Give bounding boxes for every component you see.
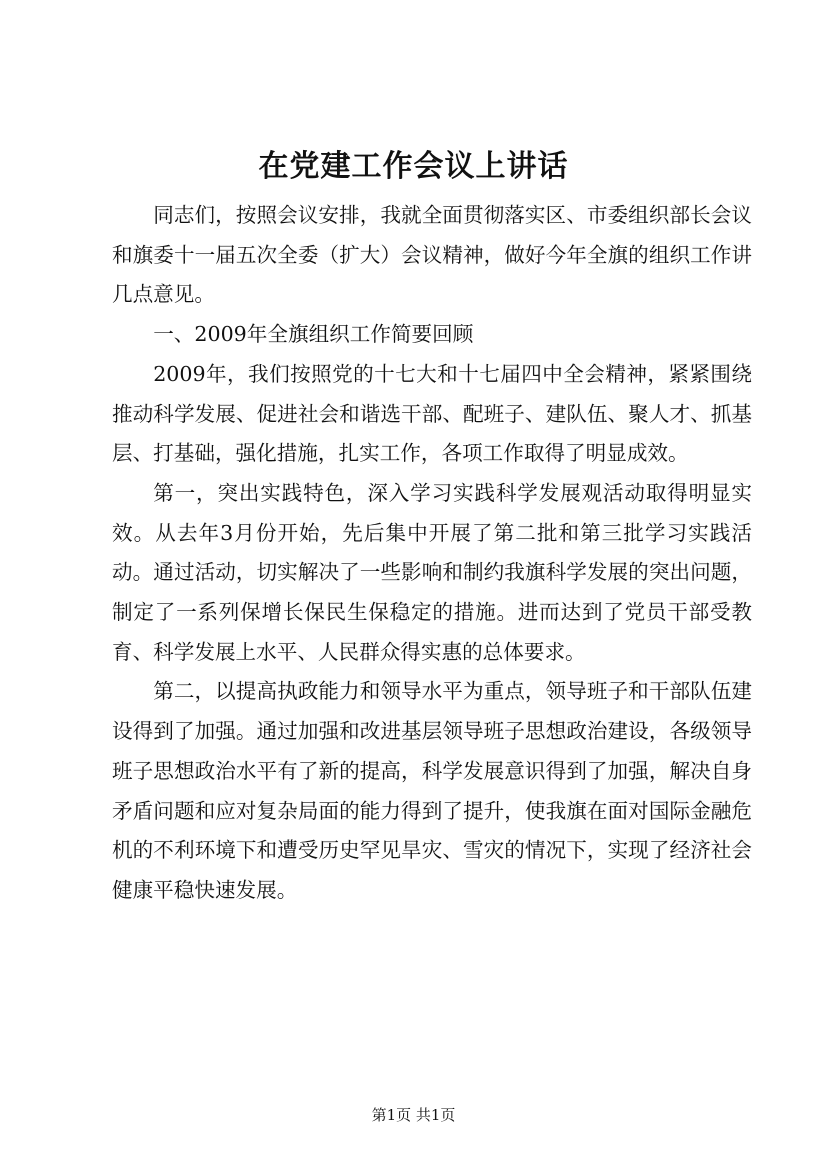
paragraph-review: 2009年，我们按照党的十七大和十七届四中全会精神，紧紧围绕推动科学发展、促进社会和谐选干部、配班子、建队伍、聚人才、抓基层、打基础，强化措施，扎实工作，各项工作取得了明显成效。 xyxy=(112,361,752,466)
document-title: 在党建工作会议上讲话 xyxy=(258,149,569,184)
section-heading: 一、2009年全旗组织工作简要回顾 xyxy=(153,322,474,347)
paragraph-first: 第一，突出实践特色，深入学习实践科学发展观活动取得明显实效。从去年3月份开始，先后集中开展了第二批和第三批学习实践活动。通过活动，切实解决了一些影响和制约我旗科学发展的突出问题，制定了一系列保增长保民生保稳定的措施。进而达到了党员干部受教育、科学发展上水平、人民群众得实惠的总体要求。 xyxy=(112,480,752,664)
paragraph-intro: 同志们，按照会议安排，我就全面贯彻落实区、市委组织部长会议和旗委十一届五次全委（扩大）会议精神，做好今年全旗的组织工作讲几点意见。 xyxy=(112,203,752,307)
document-body xyxy=(112,196,752,911)
page-footer: 第1页 共1页 xyxy=(371,1106,456,1124)
paragraph-second: 第二，以提高执政能力和领导水平为重点，领导班子和干部队伍建设得到了加强。通过加强和改进基层领导班子思想政治建设，各级领导班子思想政治水平有了新的提高，科学发展意识得到了加强，解决自身矛盾问题和应对复杂局面的能力得到了提升，使我旗在面对国际金融危机的不利环境下和遭受历史罕见旱灾、雪灾的情况下，实现了经济社会健康平稳快速发展。 xyxy=(112,679,752,902)
